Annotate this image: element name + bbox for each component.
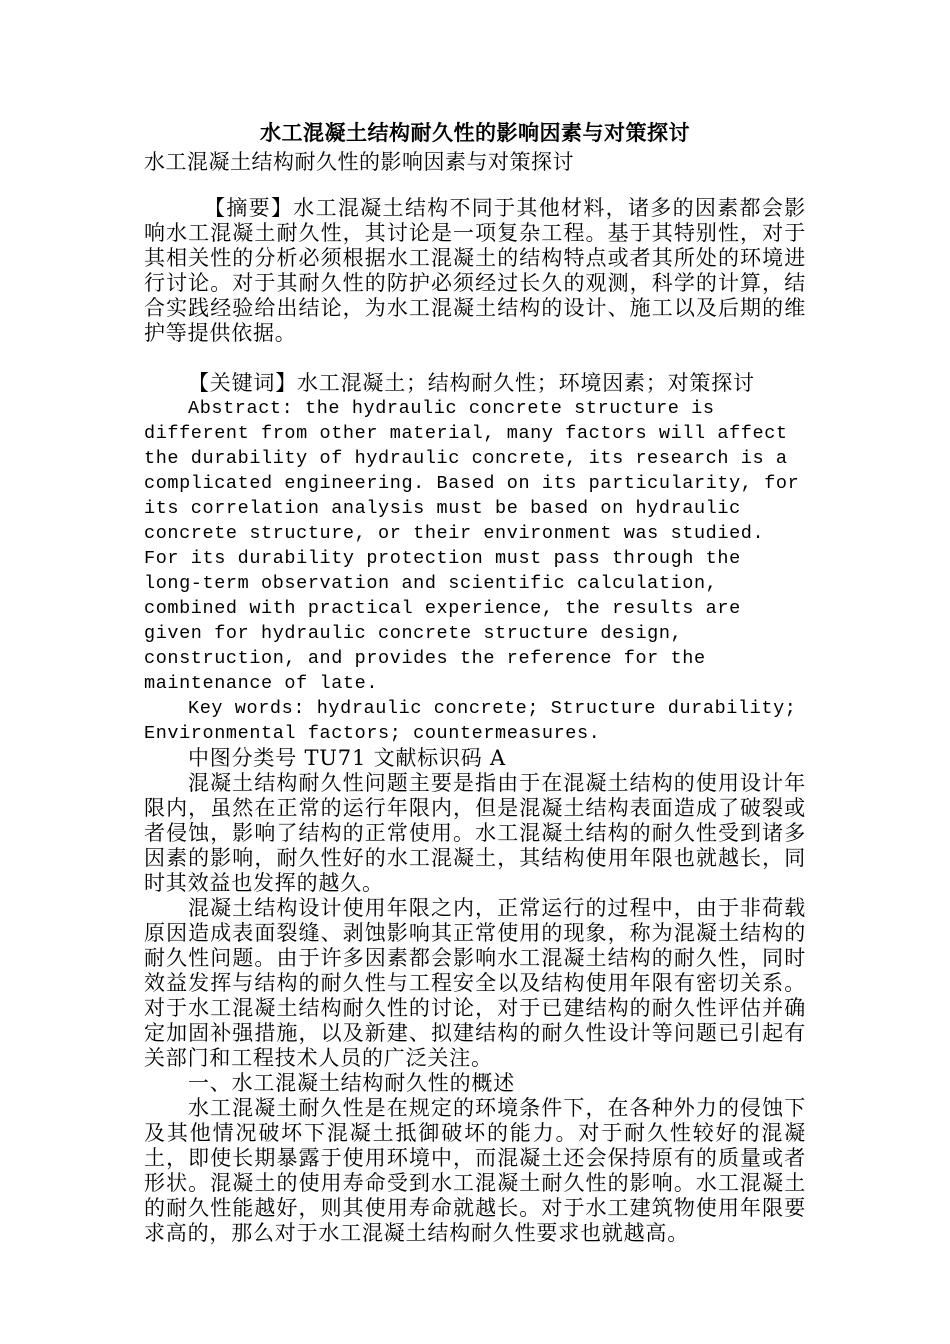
- body-paragraph-2: 混凝土结构设计使用年限之内，正常运行的过程中，由于非荷载原因造成表面裂缝、剥蚀影响其正常使用的现象，称为混凝土结构的耐久性问题。由于许多因素都会影响水工混凝土结构的耐久性，同时效益发挥与结构的耐久性与工程安全以及结构使用年限有密切关系。对于水工混凝土结构耐久性的讨论，对于已建结构的耐久性评估并确定加固补强措施，以及新建、拟建结构的耐久性设计等问题已引起有关部门和工程技术人员的广泛关注。: [144, 896, 806, 1070]
- classification-line: 中图分类号 TU71 文献标识码 A: [188, 746, 507, 770]
- keywords-chinese: 【关键词】水工混凝土；结构耐久性；环境因素；对策探讨: [188, 371, 755, 395]
- body-paragraph-3: 水工混凝土耐久性是在规定的环境条件下，在各种外力的侵蚀下及其他情况破坏下混凝土抵御破坏的能力。对于耐久性较好的混凝土，即使长期暴露于使用环境中，而混凝土还会保持原有的质量或者形状。混凝土的使用寿命受到水工混凝土耐久性的影响。水工混凝土的耐久性能越好，则其使用寿命就越长。对于水工建筑物使用年限要求高的，那么对于水工混凝土结构耐久性要求也就越高。: [144, 1096, 806, 1245]
- document-subtitle: 水工混凝土结构耐久性的影响因素与对策探讨: [144, 150, 574, 174]
- document-page: [144, 118, 806, 1246]
- keywords-english: Key words: hydraulic concrete; Structure durability; Environmental factors; countermeasures.: [144, 698, 797, 744]
- abstract-english: Abstract: the hydraulic concrete structure is different from other material, many factors will affect the durability of hydraulic concrete, its research is a complicated engineering. Based on its particularity, for its correlation analysis must be based on hydraulic concrete structure, or their environment was studied. For its durability protection must pass through the long-term observation and scientific calculation, combined with practical experience, the results are given for hydraulic concrete structure design, construction, and provides the reference for the maintenance of late.: [144, 398, 800, 694]
- section-heading-1: 一、水工混凝土结构耐久性的概述: [188, 1071, 515, 1095]
- body-paragraph-1: 混凝土结构耐久性问题主要是指由于在混凝土结构的使用设计年限内，虽然在正常的运行年限内，但是混凝土结构表面造成了破裂或者侵蚀，影响了结构的正常使用。水工混凝土结构的耐久性受到诸多因素的影响，耐久性好的水工混凝土，其结构使用年限也就越长，同时其效益也发挥的越久。: [144, 771, 806, 895]
- document-title: 水工混凝土结构耐久性的影响因素与对策探讨: [260, 120, 690, 145]
- abstract-chinese: 【摘要】水工混凝土结构不同于其他材料，诸多的因素都会影响水工混凝土耐久性，其讨论是一项复杂工程。基于其特别性，对于其相关性的分析必须根据水工混凝土的结构特点或者其所处的环境进行讨论。对于其耐久性的防护必须经过长久的观测，科学的计算，结合实践经验给出结论，为水工混凝土结构的设计、施工以及后期的维护等提供依据。: [144, 196, 806, 345]
